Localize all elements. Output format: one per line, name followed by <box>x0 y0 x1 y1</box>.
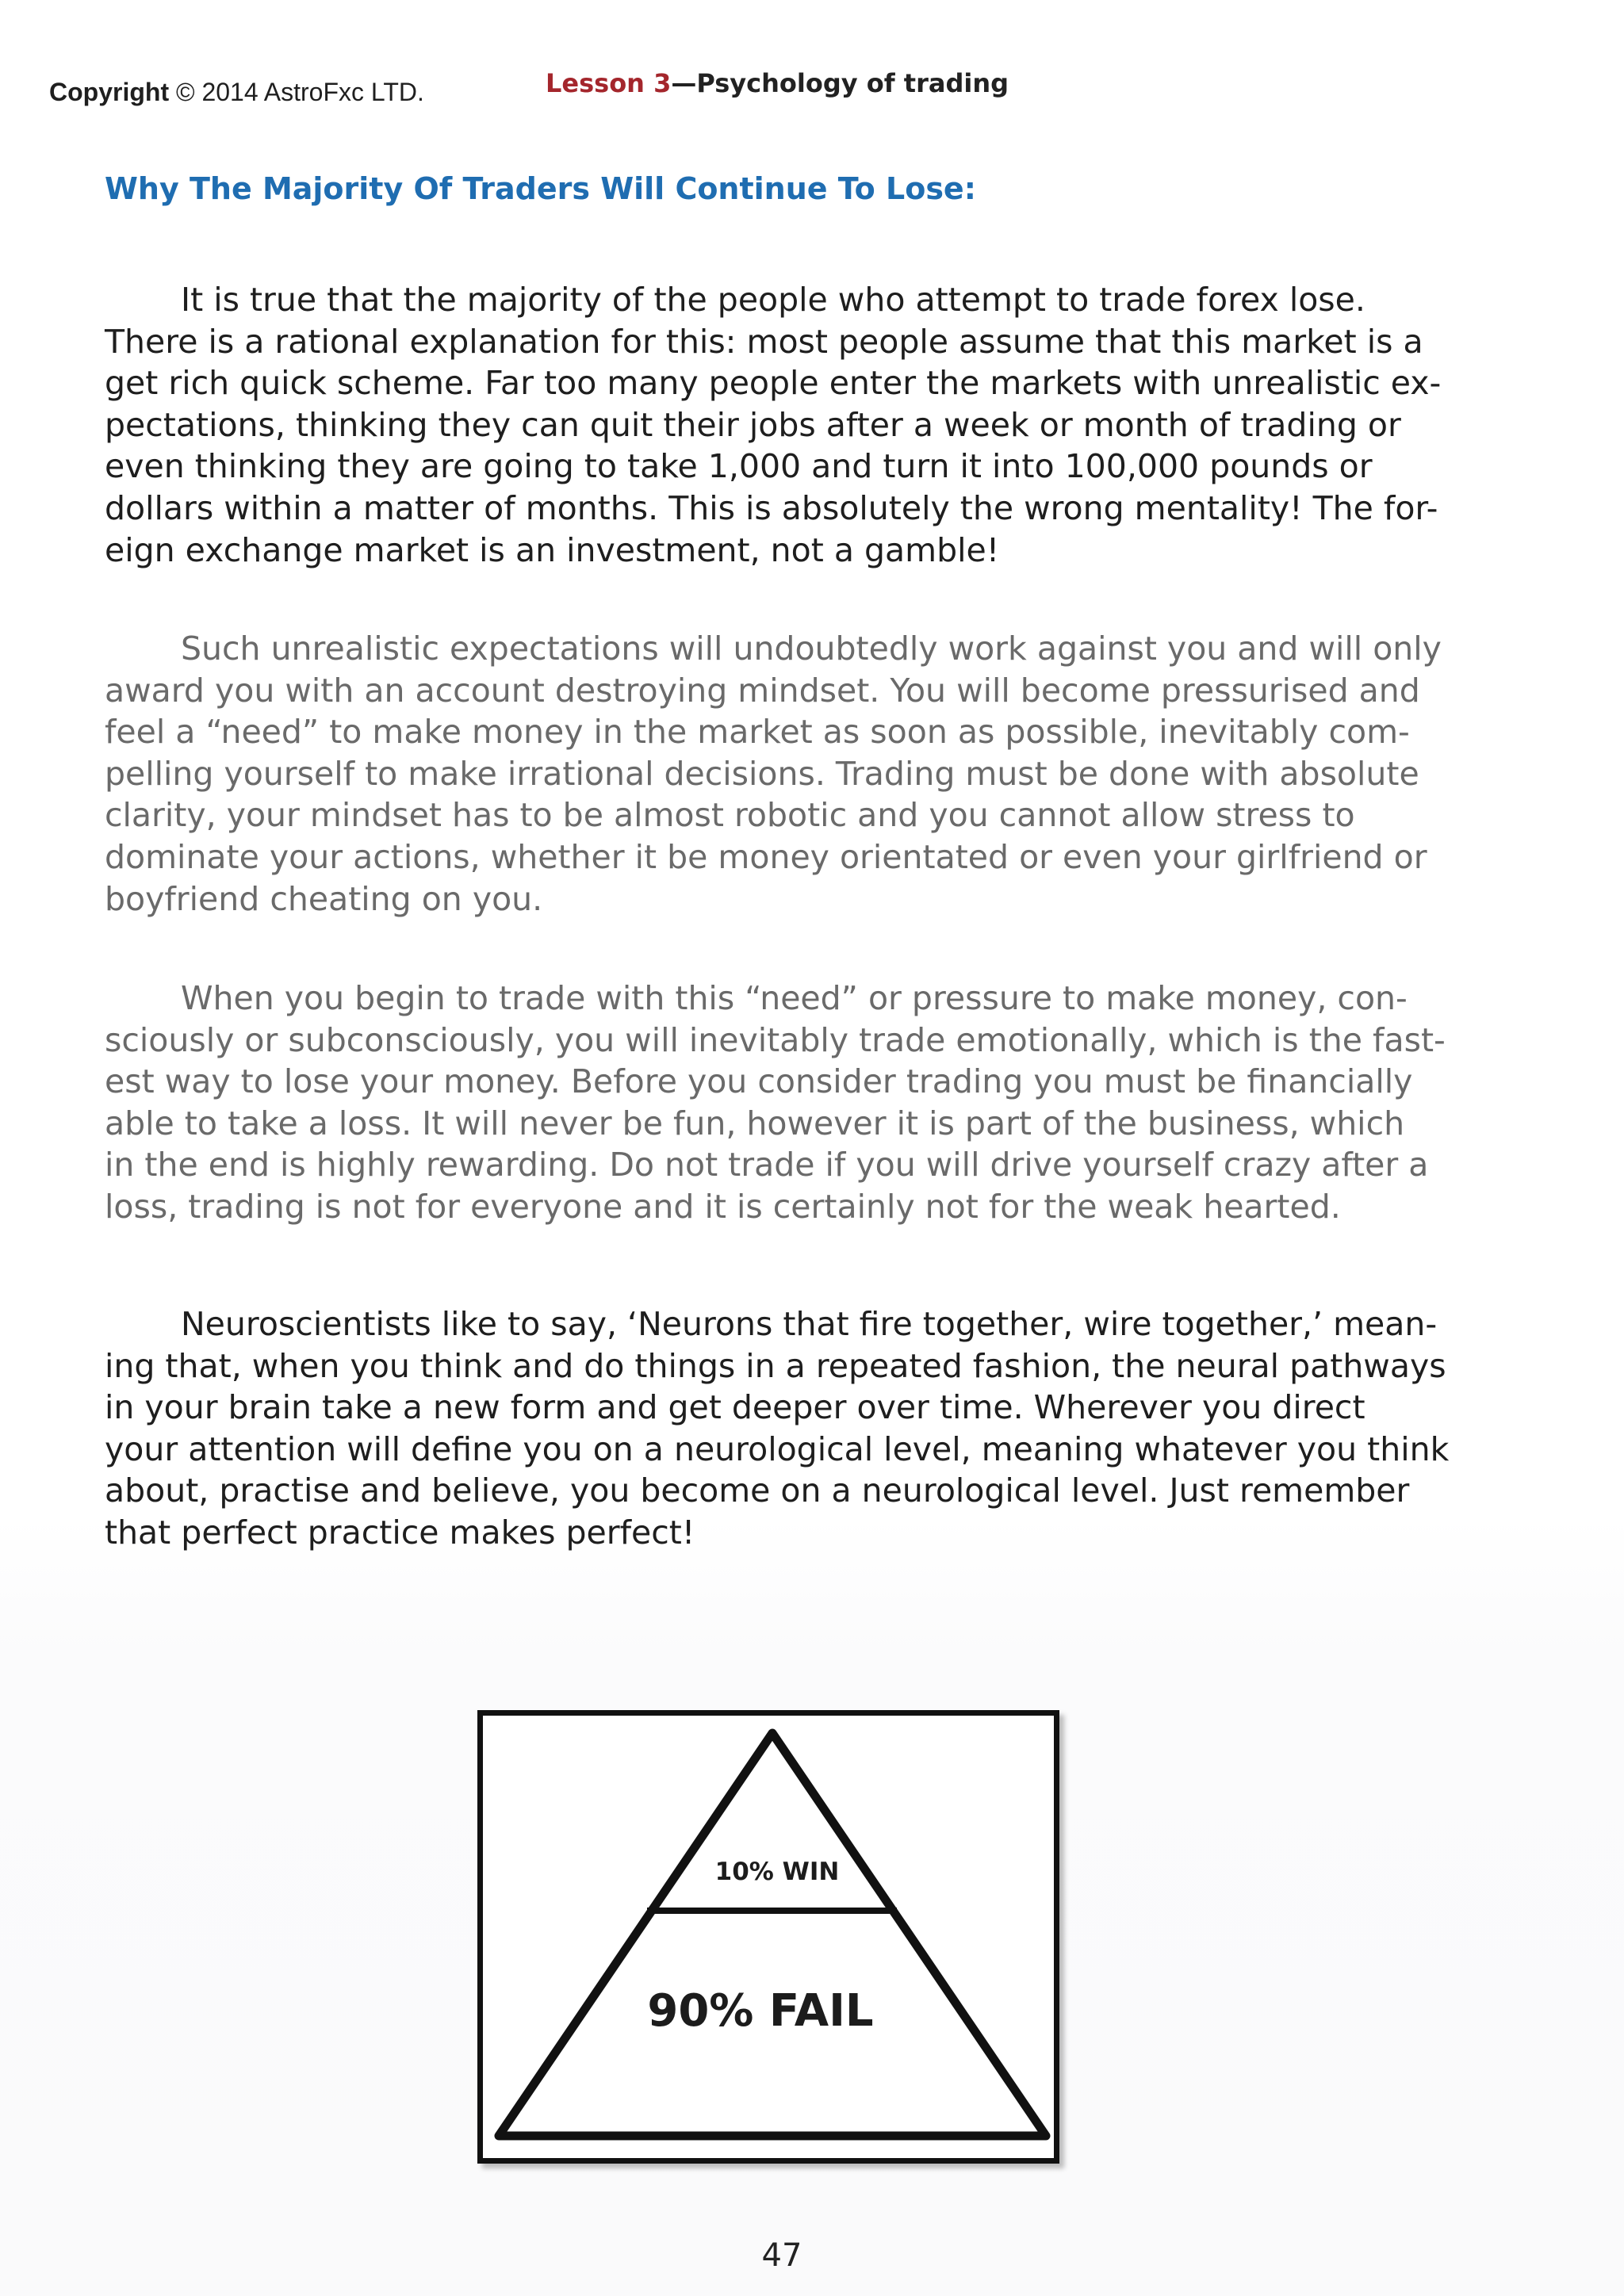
paragraph-line: about, practise and believe, you become on a neurological level. Just remember <box>105 1471 1410 1510</box>
paragraph-line: your attention will define you on a neurological level, meaning whatever you think <box>105 1429 1450 1468</box>
paragraph-line: able to take a loss. It will never be fun, however it is part of the business, which <box>105 1104 1405 1142</box>
paragraph-line: in your brain take a new form and get deeper over time. Wherever you direct <box>105 1388 1365 1427</box>
paragraph-1 <box>105 279 1484 571</box>
lesson-number: Lesson 3 <box>546 68 672 98</box>
paragraph-line: sciously or subconsciously, you will inevitably trade emotionally, which is the fast- <box>105 1020 1446 1059</box>
paragraph-line: pelling yourself to make irrational decisions. Trading must be done with absolute <box>105 754 1419 793</box>
paragraph-2 <box>105 628 1484 920</box>
section-heading: Why The Majority Of Traders Will Continue To Lose: <box>105 171 976 206</box>
paragraph-line: dominate your actions, whether it be money orientated or even your girlfriend or <box>105 837 1427 876</box>
paragraph-line: loss, trading is not for everyone and it is certainly not for the weak hearted. <box>105 1187 1341 1226</box>
page-number: 47 <box>761 2237 802 2274</box>
paragraph-line: feel a “need” to make money in the market as soon as possible, inevitably com- <box>105 713 1410 752</box>
paragraph-line: When you begin to trade with this “need” or pressure to make money, con- <box>181 979 1408 1017</box>
paragraph-line: clarity, your mindset has to be almost robotic and you cannot allow stress to <box>105 796 1355 835</box>
paragraph-line: that perfect practice makes perfect! <box>105 1513 695 1552</box>
pyramid-bottom-label: 90% FAIL <box>647 1985 874 2037</box>
paragraph-line: pectations, thinking they can quit their jobs after a week or month of trading or <box>105 405 1401 444</box>
paragraph-line: eign exchange market is an investment, not a gamble! <box>105 530 1000 569</box>
paragraph-line: even thinking they are going to take 1,000 and turn it into 100,000 pounds or <box>105 447 1373 486</box>
paragraph-line: est way to lose your money. Before you consider trading you must be financially <box>105 1062 1413 1101</box>
paragraph-line: Neuroscientists like to say, ‘Neurons that fire together, wire together,’ mean- <box>181 1305 1438 1343</box>
copyright-label: Copyright <box>49 78 170 106</box>
header-copyright <box>49 78 424 107</box>
paragraph-line: in the end is highly rewarding. Do not trade if you will drive yourself crazy after a <box>105 1146 1429 1184</box>
paragraph-line: dollars within a matter of months. This is absolutely the wrong mentality! The for- <box>105 488 1438 527</box>
paragraph-line: Such unrealistic expectations will undoubtedly work against you and will only <box>181 629 1442 668</box>
paragraph-line: It is true that the majority of the people who attempt to trade forex lose. <box>181 281 1365 319</box>
paragraph-line: get rich quick scheme. Far too many people enter the markets with unrealistic ex- <box>105 364 1442 403</box>
paragraph-line: award you with an account destroying mindset. You will become pressurised and <box>105 671 1420 710</box>
pyramid-figure <box>477 1710 1059 2164</box>
pyramid-diagram <box>483 1716 1054 2158</box>
paragraph-4 <box>105 1303 1484 1554</box>
copyright-text: © 2014 AstroFxc LTD. <box>175 78 424 106</box>
pyramid-outline <box>499 1733 1046 2136</box>
paragraph-line: There is a rational explanation for this: most people assume that this market is a <box>105 322 1423 361</box>
lesson-title: —Psychology of trading <box>671 68 1009 98</box>
paragraph-line: boyfriend cheating on you. <box>105 879 543 918</box>
header-lesson-title <box>546 68 1009 98</box>
paragraph-line: ing that, when you think and do things in a repeated fashion, the neural pathways <box>105 1346 1446 1385</box>
paragraph-3 <box>105 978 1484 1228</box>
pyramid-top-label: 10% WIN <box>714 1858 840 1886</box>
